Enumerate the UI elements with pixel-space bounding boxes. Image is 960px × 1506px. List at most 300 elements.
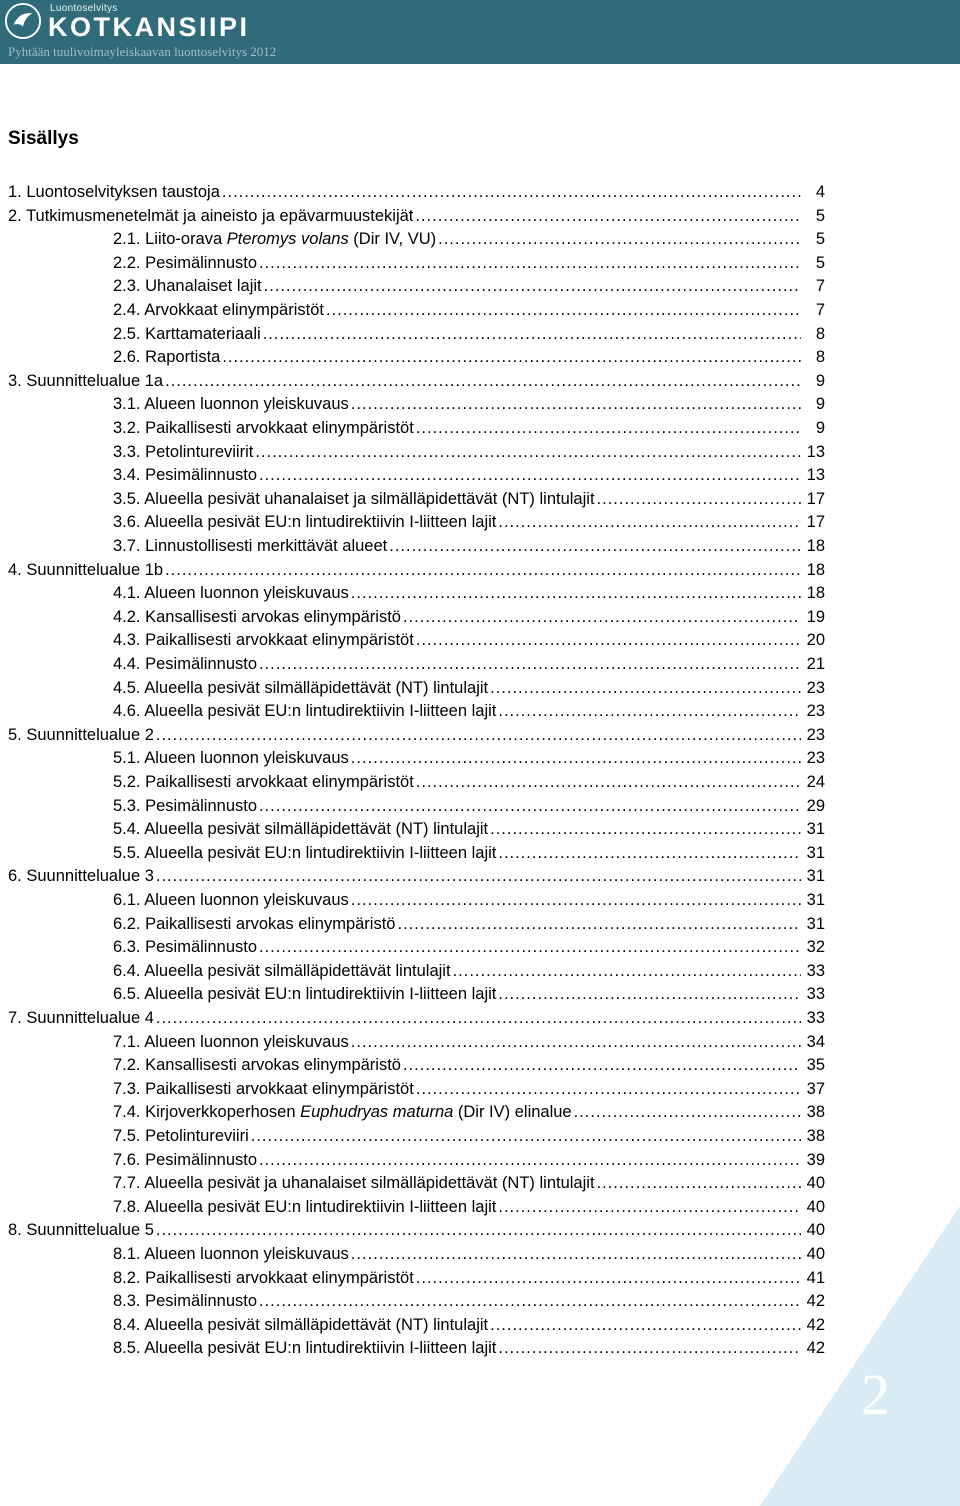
toc-dot-leader: [165, 372, 801, 391]
toc-entry-label: Alueella pesivät EU:n lintudirektiivin I-liitteen lajit: [144, 702, 497, 721]
toc-entry[interactable]: [8, 561, 825, 585]
toc-dot-leader: [351, 891, 801, 910]
toc-entry-page: 23: [806, 678, 825, 697]
toc-entry[interactable]: [8, 348, 825, 372]
toc-dot-leader: [416, 1080, 801, 1099]
toc-entry-number: 2.6.: [113, 348, 141, 367]
toc-dot-leader: [259, 938, 801, 957]
toc-entry-label-suffix: (Dir IV, VU): [348, 230, 437, 249]
toc-entry-title: [113, 1080, 414, 1099]
toc-entry-label: Suunnittelualue 4: [26, 1009, 154, 1027]
toc-entry-title: [113, 1316, 488, 1335]
toc-entry-page: 23: [806, 725, 825, 744]
toc-entry-label: Alueen luonnon yleiskuvaus: [144, 395, 349, 414]
toc-entry-title: [113, 466, 257, 485]
toc-dot-leader: [498, 513, 801, 532]
toc-entry-label: Uhanalaiset lajit: [145, 277, 262, 296]
toc-dot-leader: [263, 325, 801, 344]
corner-decoration: [760, 1206, 960, 1506]
toc-entry[interactable]: [8, 1127, 825, 1151]
toc-dot-leader: [490, 1316, 801, 1335]
toc-entry[interactable]: [8, 797, 825, 821]
toc-entry-title: [113, 1292, 257, 1311]
toc-entry-label: Suunnittelualue 3: [26, 867, 154, 886]
toc-entry[interactable]: [8, 1292, 825, 1316]
toc-entry[interactable]: [8, 915, 825, 939]
toc-entry-label: Alueella pesivät EU:n lintudirektiivin I-liitteen lajit: [144, 513, 497, 532]
toc-entry-page: 18: [806, 584, 825, 603]
toc-entry-page: 9: [815, 395, 825, 414]
toc-dot-leader: [416, 419, 801, 438]
toc-entry[interactable]: [8, 985, 825, 1009]
toc-entry-page: 18: [806, 560, 825, 579]
toc-entry-title: [113, 1127, 249, 1146]
toc-entry-title: [113, 230, 436, 249]
toc-entry-title: [113, 1033, 349, 1052]
toc-entry-number: 3.4.: [113, 466, 141, 485]
toc-entry-page: 38: [806, 1103, 825, 1122]
toc-entry-label: Pesimälinnusto: [145, 938, 258, 957]
toc-entry-page: 32: [806, 938, 825, 957]
toc-entry-page: 42: [806, 1315, 825, 1334]
toc-entry-title: [113, 1151, 257, 1170]
toc-entry-page: 19: [806, 607, 825, 626]
toc-entry[interactable]: [8, 325, 825, 349]
toc-dot-leader: [498, 1198, 801, 1217]
toc-entry-number: 4.5.: [113, 678, 141, 697]
toc-entry-page: 23: [806, 702, 825, 721]
toc-entry-title: [113, 584, 349, 603]
toc-entry-title: [113, 749, 349, 768]
toc-entry-number: 7.8.: [113, 1197, 141, 1216]
toc-entry[interactable]: [8, 1316, 825, 1340]
toc-entry-page: 40: [806, 1197, 825, 1216]
toc-entry-label: Pesimälinnusto: [145, 796, 258, 815]
toc-entry-page: 40: [806, 1221, 825, 1240]
toc-dot-leader: [498, 985, 801, 1004]
toc-entry-page: 31: [806, 867, 825, 886]
toc-entry-page: 33: [806, 985, 825, 1004]
toc-dot-leader: [255, 443, 801, 462]
toc-entry-label: Arvokkaat elinympäristöt: [144, 301, 324, 319]
toc-entry-number: 1.: [8, 183, 22, 201]
toc-entry[interactable]: [8, 443, 825, 467]
toc-entry-number: 6.5.: [113, 985, 141, 1004]
toc-entry-page: 13: [806, 466, 825, 485]
toc-dot-leader: [397, 915, 801, 934]
toc-dot-leader: [351, 1245, 801, 1264]
toc-entry[interactable]: [8, 183, 825, 207]
toc-entry-number: 5.4.: [113, 820, 141, 839]
toc-entry-number: 3.1.: [113, 395, 141, 414]
toc-entry-title: [113, 1198, 496, 1217]
toc-entry[interactable]: [8, 773, 825, 797]
toc-dot-leader: [490, 820, 801, 839]
toc-entry-number: 3.: [8, 371, 22, 390]
toc-dot-leader: [574, 1103, 801, 1122]
toc-dot-leader: [264, 277, 801, 296]
toc-entry-number: 7.: [8, 1009, 22, 1027]
toc-entry-title: [8, 561, 163, 580]
toc-entry-title: [8, 1221, 154, 1240]
toc-dot-leader: [259, 1151, 801, 1170]
toc-entry-page: 31: [806, 914, 825, 933]
toc-entry-number: 5.3.: [113, 796, 141, 815]
toc-entry-number: 2.2.: [113, 253, 141, 272]
toc-entry-title: [113, 254, 257, 273]
toc-entry[interactable]: [8, 372, 825, 396]
toc-entry-number: 7.4.: [113, 1103, 141, 1122]
toc-entry-label: Paikallisesti arvokas elinympäristö: [145, 914, 396, 933]
toc-entry-title: [113, 1339, 496, 1358]
toc-entry-title: [113, 655, 257, 674]
toc-entry-page: 18: [806, 537, 825, 555]
toc-dot-leader: [259, 655, 801, 674]
toc-dot-leader: [156, 1221, 801, 1240]
toc-entry[interactable]: [8, 1245, 825, 1269]
toc-entry-number: 3.7.: [113, 537, 141, 555]
toc-entry-title: [113, 1269, 414, 1288]
toc-dot-leader: [416, 773, 801, 792]
toc-entry-title: [113, 938, 257, 957]
toc-entry-number: 5.1.: [113, 749, 141, 768]
toc-entry[interactable]: [8, 1198, 825, 1222]
toc-entry-title: [8, 1009, 154, 1028]
toc-entry-label: Suunnittelualue 1a: [26, 371, 164, 390]
toc-entry-number: 6.1.: [113, 891, 141, 909]
toc-entry-title: [113, 797, 257, 816]
toc-entry[interactable]: [8, 891, 825, 915]
toc-entry-label: Kirjoverkkoperhosen: [145, 1103, 301, 1122]
toc-entry-label: Pesimälinnusto: [145, 1150, 258, 1169]
toc-entry-number: 3.2.: [113, 419, 141, 437]
logo-tagline: Luontoselvitys: [50, 3, 118, 14]
toc-entry-label: Alueella pesivät ja uhanalaiset silmälläpidettävät (NT) lintulajit: [144, 1174, 595, 1193]
toc-entry[interactable]: [8, 608, 825, 632]
toc-dot-leader: [259, 254, 801, 273]
page-number: 2: [861, 1362, 890, 1427]
toc-dot-leader: [597, 1174, 801, 1193]
toc-entry-title: [8, 726, 154, 745]
toc-entry-label: Suunnittelualue 1b: [26, 560, 164, 579]
toc-entry-page: 31: [806, 820, 825, 839]
toc-entry-number: 3.5.: [113, 489, 141, 508]
toc-entry[interactable]: [8, 419, 825, 443]
toc-entry-number: 8.3.: [113, 1292, 141, 1311]
toc-entry-number: 8.: [8, 1221, 22, 1240]
toc-entry-title: [113, 773, 414, 792]
toc-entry-page: 42: [806, 1339, 825, 1358]
toc-entry-title: [113, 537, 387, 556]
toc-entry-number: 5.: [8, 725, 22, 744]
toc-entry-number: 7.5.: [113, 1127, 141, 1145]
toc-entry-title: [113, 820, 488, 839]
toc-entry-number: 5.5.: [113, 843, 141, 862]
toc-dot-leader: [351, 584, 801, 603]
toc-entry-label: Alueella pesivät silmälläpidettävät lintulajit: [144, 961, 451, 980]
toc-entry-page: 24: [806, 773, 825, 791]
toc-entry-label: Alueella pesivät silmälläpidettävät (NT) lintulajit: [144, 1315, 489, 1334]
toc-entry-title: [113, 608, 401, 627]
toc-entry-title: [113, 443, 253, 462]
toc-entry-page: 33: [806, 961, 825, 980]
toc-entry-page: 17: [806, 489, 825, 508]
toc-entry[interactable]: [8, 395, 825, 419]
document-subtitle: Pyhtään tuulivoimayleiskaavan luontoselvitys 2012: [8, 44, 277, 59]
toc-dot-leader: [597, 490, 801, 509]
toc-entry-title: [113, 1245, 349, 1264]
toc-entry-page: 20: [806, 631, 825, 650]
toc-entry[interactable]: [8, 301, 825, 325]
toc-entry[interactable]: [8, 207, 825, 231]
header-band: [0, 0, 960, 64]
toc-entry[interactable]: [8, 1103, 825, 1127]
toc-entry-number: 8.2.: [113, 1268, 141, 1287]
toc-entry-number: 2.4.: [113, 301, 141, 319]
toc-entry-page: 5: [815, 206, 825, 225]
toc-entry[interactable]: [8, 584, 825, 608]
toc-entry-title: [113, 301, 324, 320]
toc-entry-page: 5: [815, 230, 825, 249]
toc-entry-page: 17: [806, 513, 825, 532]
toc-entry-page: 21: [806, 655, 825, 673]
toc-entry-number: 7.2.: [113, 1056, 141, 1075]
toc-entry[interactable]: [8, 631, 825, 655]
toc-entry-label: Karttamateriaali: [145, 324, 261, 343]
toc-entry[interactable]: [8, 702, 825, 726]
toc-entry-title: [8, 372, 163, 391]
toc-entry-number: 4.: [8, 560, 22, 579]
toc-dot-leader: [251, 1127, 801, 1146]
toc-dot-leader: [222, 183, 801, 202]
toc-entry-number: 6.4.: [113, 961, 141, 980]
toc-entry[interactable]: [8, 230, 825, 254]
toc-entry-label: Alueella pesivät EU:n lintudirektiivin I-liitteen lajit: [144, 1197, 497, 1216]
toc-entry-label: Suunnittelualue 2: [26, 725, 154, 744]
toc-entry[interactable]: [8, 1269, 825, 1293]
toc-entry-title: [113, 395, 349, 414]
toc-entry-label: Alueella pesivät EU:n lintudirektiivin I-liitteen lajit: [144, 843, 497, 862]
toc-entry-label: Pesimälinnusto: [145, 655, 258, 673]
toc-entry-page: 23: [806, 749, 825, 768]
toc-entry[interactable]: [8, 1056, 825, 1080]
toc-entry-number: 4.1.: [113, 584, 141, 603]
toc-entry[interactable]: [8, 277, 825, 301]
toc-dot-leader: [403, 1056, 801, 1075]
toc-entry-label: Kansallisesti arvokas elinympäristö: [145, 1056, 401, 1075]
toc-entry-label: Liito-orava: [145, 230, 227, 249]
toc-dot-leader: [416, 631, 801, 650]
toc-entry-label: Suunnittelualue 5: [26, 1221, 154, 1240]
toc-entry[interactable]: [8, 1174, 825, 1198]
toc-entry[interactable]: [8, 513, 825, 537]
toc-dot-leader: [498, 1339, 801, 1358]
toc-entry-label: Linnustollisesti merkittävät alueet: [145, 537, 388, 555]
toc-entry-number: 2.5.: [113, 324, 141, 343]
toc-entry-number: 6.: [8, 867, 22, 886]
toc-entry-number: 8.5.: [113, 1339, 141, 1358]
toc-dot-leader: [389, 537, 801, 556]
toc-dot-leader: [438, 230, 801, 249]
toc-entry[interactable]: [8, 466, 825, 490]
toc-entry-label: Paikallisesti arvokkaat elinympäristöt: [145, 773, 414, 791]
toc-entry-page: 40: [806, 1245, 825, 1263]
toc-entry[interactable]: [8, 490, 825, 514]
toc-entry-number: 2.: [8, 206, 22, 225]
toc-entry-title: [113, 891, 349, 910]
toc-entry-title: [113, 915, 395, 934]
toc-entry-label: Petolintureviirit: [145, 442, 254, 461]
toc-entry-number: 2.1.: [113, 230, 141, 249]
toc-entry-number: 4.3.: [113, 631, 141, 650]
toc-entry[interactable]: [8, 679, 825, 703]
toc-entry-title: [113, 1103, 572, 1122]
toc-entry-number: 3.3.: [113, 442, 141, 461]
toc-entry[interactable]: [8, 820, 825, 844]
toc-entry-title: [113, 513, 496, 532]
toc-entry-label: Tutkimusmenetelmät ja aineisto ja epävarmuustekijät: [26, 206, 414, 225]
toc-entry-page: 7: [815, 277, 825, 296]
toc-entry[interactable]: [8, 537, 825, 561]
toc-entry-title: [113, 985, 496, 1004]
toc-entry-page: 13: [806, 442, 825, 461]
toc-entry-page: 9: [815, 371, 825, 390]
toc-entry-title: [113, 962, 451, 981]
toc-entry-page: 4: [815, 183, 825, 201]
toc-entry-label: Alueen luonnon yleiskuvaus: [144, 1032, 349, 1051]
toc-entry[interactable]: [8, 962, 825, 986]
toc-entry-page: 35: [806, 1056, 825, 1075]
toc-entry-label: Luontoselvityksen taustoja: [26, 183, 220, 201]
toc-dot-leader: [498, 844, 801, 863]
toc-entry-page: 7: [815, 301, 825, 319]
toc-entry-label: Pesimälinnusto: [145, 253, 258, 272]
toc-entry[interactable]: [8, 938, 825, 962]
toc-dot-leader: [351, 749, 801, 768]
toc-entry-page: 29: [806, 796, 825, 815]
toc-entry-title: [113, 419, 414, 438]
toc-entry-title: [113, 1056, 401, 1075]
toc-entry-page: 33: [806, 1009, 825, 1027]
toc-entry-label: Alueella pesivät silmälläpidettävät (NT) lintulajit: [144, 820, 489, 839]
toc-entry[interactable]: [8, 1080, 825, 1104]
toc-entry-number: 6.2.: [113, 914, 141, 933]
toc-dot-leader: [259, 1292, 801, 1311]
toc-dot-leader: [403, 608, 801, 627]
toc-entry[interactable]: [8, 749, 825, 773]
toc-entry-number: 2.3.: [113, 277, 141, 296]
toc-dot-leader: [222, 348, 801, 367]
toc-entry-label: Pesimälinnusto: [145, 1292, 258, 1311]
toc-entry-title: [113, 348, 220, 367]
toc-entry-number: 6.3.: [113, 938, 141, 957]
toc-entry-title: [8, 207, 413, 226]
toc-dot-leader: [156, 1009, 801, 1028]
toc-entry-label-suffix: (Dir IV) elinalue: [453, 1103, 572, 1122]
toc-entry-label: Alueen luonnon yleiskuvaus: [144, 749, 349, 768]
toc-dot-leader: [498, 702, 801, 721]
toc-entry-title: [113, 490, 595, 509]
toc-entry[interactable]: [8, 844, 825, 868]
toc-entry[interactable]: [8, 1339, 825, 1363]
toc-entry-number: 4.4.: [113, 655, 141, 673]
toc-entry-number: 3.6.: [113, 513, 141, 532]
logo-wordmark: KOTKANSIIPI: [48, 12, 250, 42]
toc-dot-leader: [326, 301, 801, 320]
toc-entry-label: Alueella pesivät EU:n lintudirektiivin I-liitteen lajit: [144, 985, 497, 1004]
toc-entry-page: 8: [815, 348, 825, 367]
toc-entry-label: Pesimälinnusto: [145, 466, 258, 485]
toc-entry[interactable]: [8, 655, 825, 679]
toc-entry-page: 40: [806, 1174, 825, 1193]
toc-entry-title: [8, 183, 220, 202]
toc-entry[interactable]: [8, 1009, 825, 1033]
toc-entry-title: [113, 277, 262, 296]
toc-entry-title: [113, 1174, 595, 1193]
toc-entry-label: Paikallisesti arvokkaat elinympäristöt: [145, 1268, 414, 1287]
toc-entry-page: 31: [806, 891, 825, 909]
toc-heading: Sisällys: [8, 128, 79, 149]
toc-dot-leader: [351, 1033, 801, 1052]
toc-entry-title: [113, 631, 414, 650]
toc-entry-label: Kansallisesti arvokas elinympäristö: [145, 607, 401, 626]
toc-entry-title: [8, 867, 154, 886]
toc-dot-leader: [156, 726, 801, 745]
toc-entry-number: 7.6.: [113, 1150, 141, 1169]
toc-entry-number: 7.1.: [113, 1032, 141, 1051]
toc-entry[interactable]: [8, 1033, 825, 1057]
toc-dot-leader: [165, 561, 801, 580]
bird-logo-icon: [4, 2, 42, 40]
toc-entry-label: Alueen luonnon yleiskuvaus: [144, 891, 349, 909]
toc-entry-page: 34: [806, 1032, 825, 1051]
toc-entry-title: [113, 844, 496, 863]
toc-entry-number: 7.7.: [113, 1174, 141, 1193]
toc-dot-leader: [490, 679, 801, 698]
toc-entry[interactable]: [8, 1221, 825, 1245]
toc-dot-leader: [453, 962, 801, 981]
toc-entry-label: Alueella pesivät EU:n lintudirektiivin I-liitteen lajit: [144, 1339, 497, 1358]
toc-dot-leader: [416, 1269, 801, 1288]
toc-entry-label: Petolintureviiri: [145, 1127, 249, 1145]
toc-entry-page: 39: [806, 1150, 825, 1169]
toc-entry-label: Raportista: [145, 348, 221, 367]
toc-entry-title: [113, 679, 488, 698]
toc-entry-number: 4.6.: [113, 702, 141, 721]
toc-entry-label: Alueen luonnon yleiskuvaus: [144, 1245, 349, 1263]
toc-entry-page: 31: [806, 843, 825, 862]
toc-entry-page: 9: [815, 419, 825, 437]
toc-entry-label: Alueella pesivät silmälläpidettävät (NT) lintulajit: [144, 678, 489, 697]
toc-entry-page: 8: [815, 324, 825, 343]
toc-dot-leader: [259, 466, 801, 485]
toc-entry-species-name: Euphudryas maturna: [300, 1103, 454, 1122]
toc-entry[interactable]: [8, 726, 825, 750]
toc-dot-leader: [415, 207, 801, 226]
toc-entry[interactable]: [8, 1151, 825, 1175]
toc-entry-label: Alueen luonnon yleiskuvaus: [144, 584, 349, 603]
toc-entry[interactable]: [8, 254, 825, 278]
toc-entry-number: 8.1.: [113, 1245, 141, 1263]
toc-dot-leader: [156, 867, 801, 886]
toc-entry-title: [113, 325, 261, 344]
toc-entry-page: 41: [806, 1268, 825, 1287]
toc-entry-number: 5.2.: [113, 773, 141, 791]
toc-entry-label: Paikallisesti arvokkaat elinympäristöt: [145, 1079, 414, 1098]
toc-entry[interactable]: [8, 867, 825, 891]
toc-entry-number: 8.4.: [113, 1315, 141, 1334]
toc-entry-page: 37: [806, 1079, 825, 1098]
